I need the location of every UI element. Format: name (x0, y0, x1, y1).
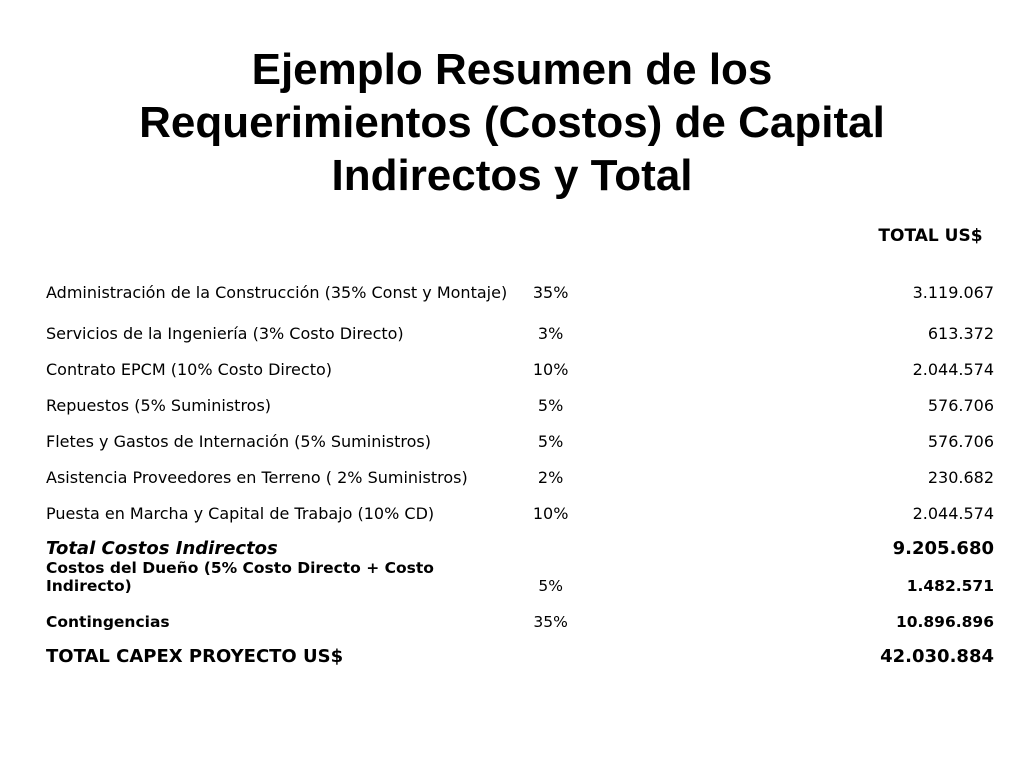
owner-costs-row (40, 559, 1000, 595)
header-total-usd: TOTAL US$ (878, 226, 983, 246)
contingencies-row (40, 595, 1000, 631)
total-indirect-value: 9.205.680 (892, 538, 994, 559)
row-concept: Contrato EPCM (10% Costo Directo) (46, 360, 332, 379)
contingencies-percentage: 35% (533, 613, 568, 631)
row-percentage: 35% (532, 283, 569, 302)
row-value: 2.044.574 (912, 360, 994, 379)
row-concept: Puesta en Marcha y Capital de Trabajo (10% CD) (46, 504, 435, 523)
total-indirect-label: Total Costos Indirectos (46, 538, 278, 559)
slide-title-line-2: Requerimientos (Costos) de Capital (139, 98, 885, 148)
row-concept: Fletes y Gastos de Internación (5% Suministros) (46, 432, 431, 451)
grand-total-label: TOTAL CAPEX PROYECTO US$ (46, 646, 344, 667)
row-percentage: 3% (537, 324, 564, 343)
row-value: 576.706 (927, 432, 994, 451)
grand-total-row (40, 631, 1000, 667)
table-row (40, 379, 1000, 415)
row-percentage: 5% (537, 396, 564, 415)
table-header-row (40, 214, 1000, 246)
slide-title (0, 43, 1024, 202)
row-concept: Repuestos (5% Suministros) (46, 396, 272, 415)
contingencies-value: 10.896.896 (895, 613, 994, 631)
row-value: 3.119.067 (912, 283, 994, 302)
row-value: 613.372 (927, 324, 994, 343)
header-pct-cell (514, 214, 588, 246)
owner-costs-label: Costos del Dueño (5% Costo Directo + Costo Indirecto) (46, 559, 434, 595)
owner-costs-percentage: 5% (538, 577, 563, 595)
row-concept: Asistencia Proveedores en Terreno ( 2% Suministros) (46, 468, 468, 487)
row-value: 576.706 (927, 396, 994, 415)
table-row (40, 307, 1000, 343)
grand-total-value: 42.030.884 (880, 646, 994, 667)
header-concept-cell (40, 214, 514, 246)
row-concept: Servicios de la Ingeniería (3% Costo Directo) (46, 324, 404, 343)
slide-title-line-1: Ejemplo Resumen de los (251, 45, 773, 95)
row-value: 2.044.574 (912, 504, 994, 523)
table-row (40, 415, 1000, 451)
table-row (40, 246, 1000, 307)
row-value: 230.682 (927, 468, 994, 487)
row-percentage: 2% (537, 468, 564, 487)
contingencies-label: Contingencias (46, 613, 170, 631)
row-percentage: 5% (537, 432, 564, 451)
row-concept: Administración de la Construcción (35% Const y Montaje) (46, 283, 508, 302)
capex-summary-table (40, 214, 1000, 667)
row-percentage: 10% (532, 360, 569, 379)
slide-title-line-3: Indirectos y Total (331, 151, 693, 201)
row-percentage: 10% (532, 504, 569, 523)
owner-costs-value: 1.482.571 (906, 577, 994, 595)
total-indirect-row (40, 523, 1000, 559)
table-row (40, 487, 1000, 523)
table-row (40, 451, 1000, 487)
table-row (40, 343, 1000, 379)
